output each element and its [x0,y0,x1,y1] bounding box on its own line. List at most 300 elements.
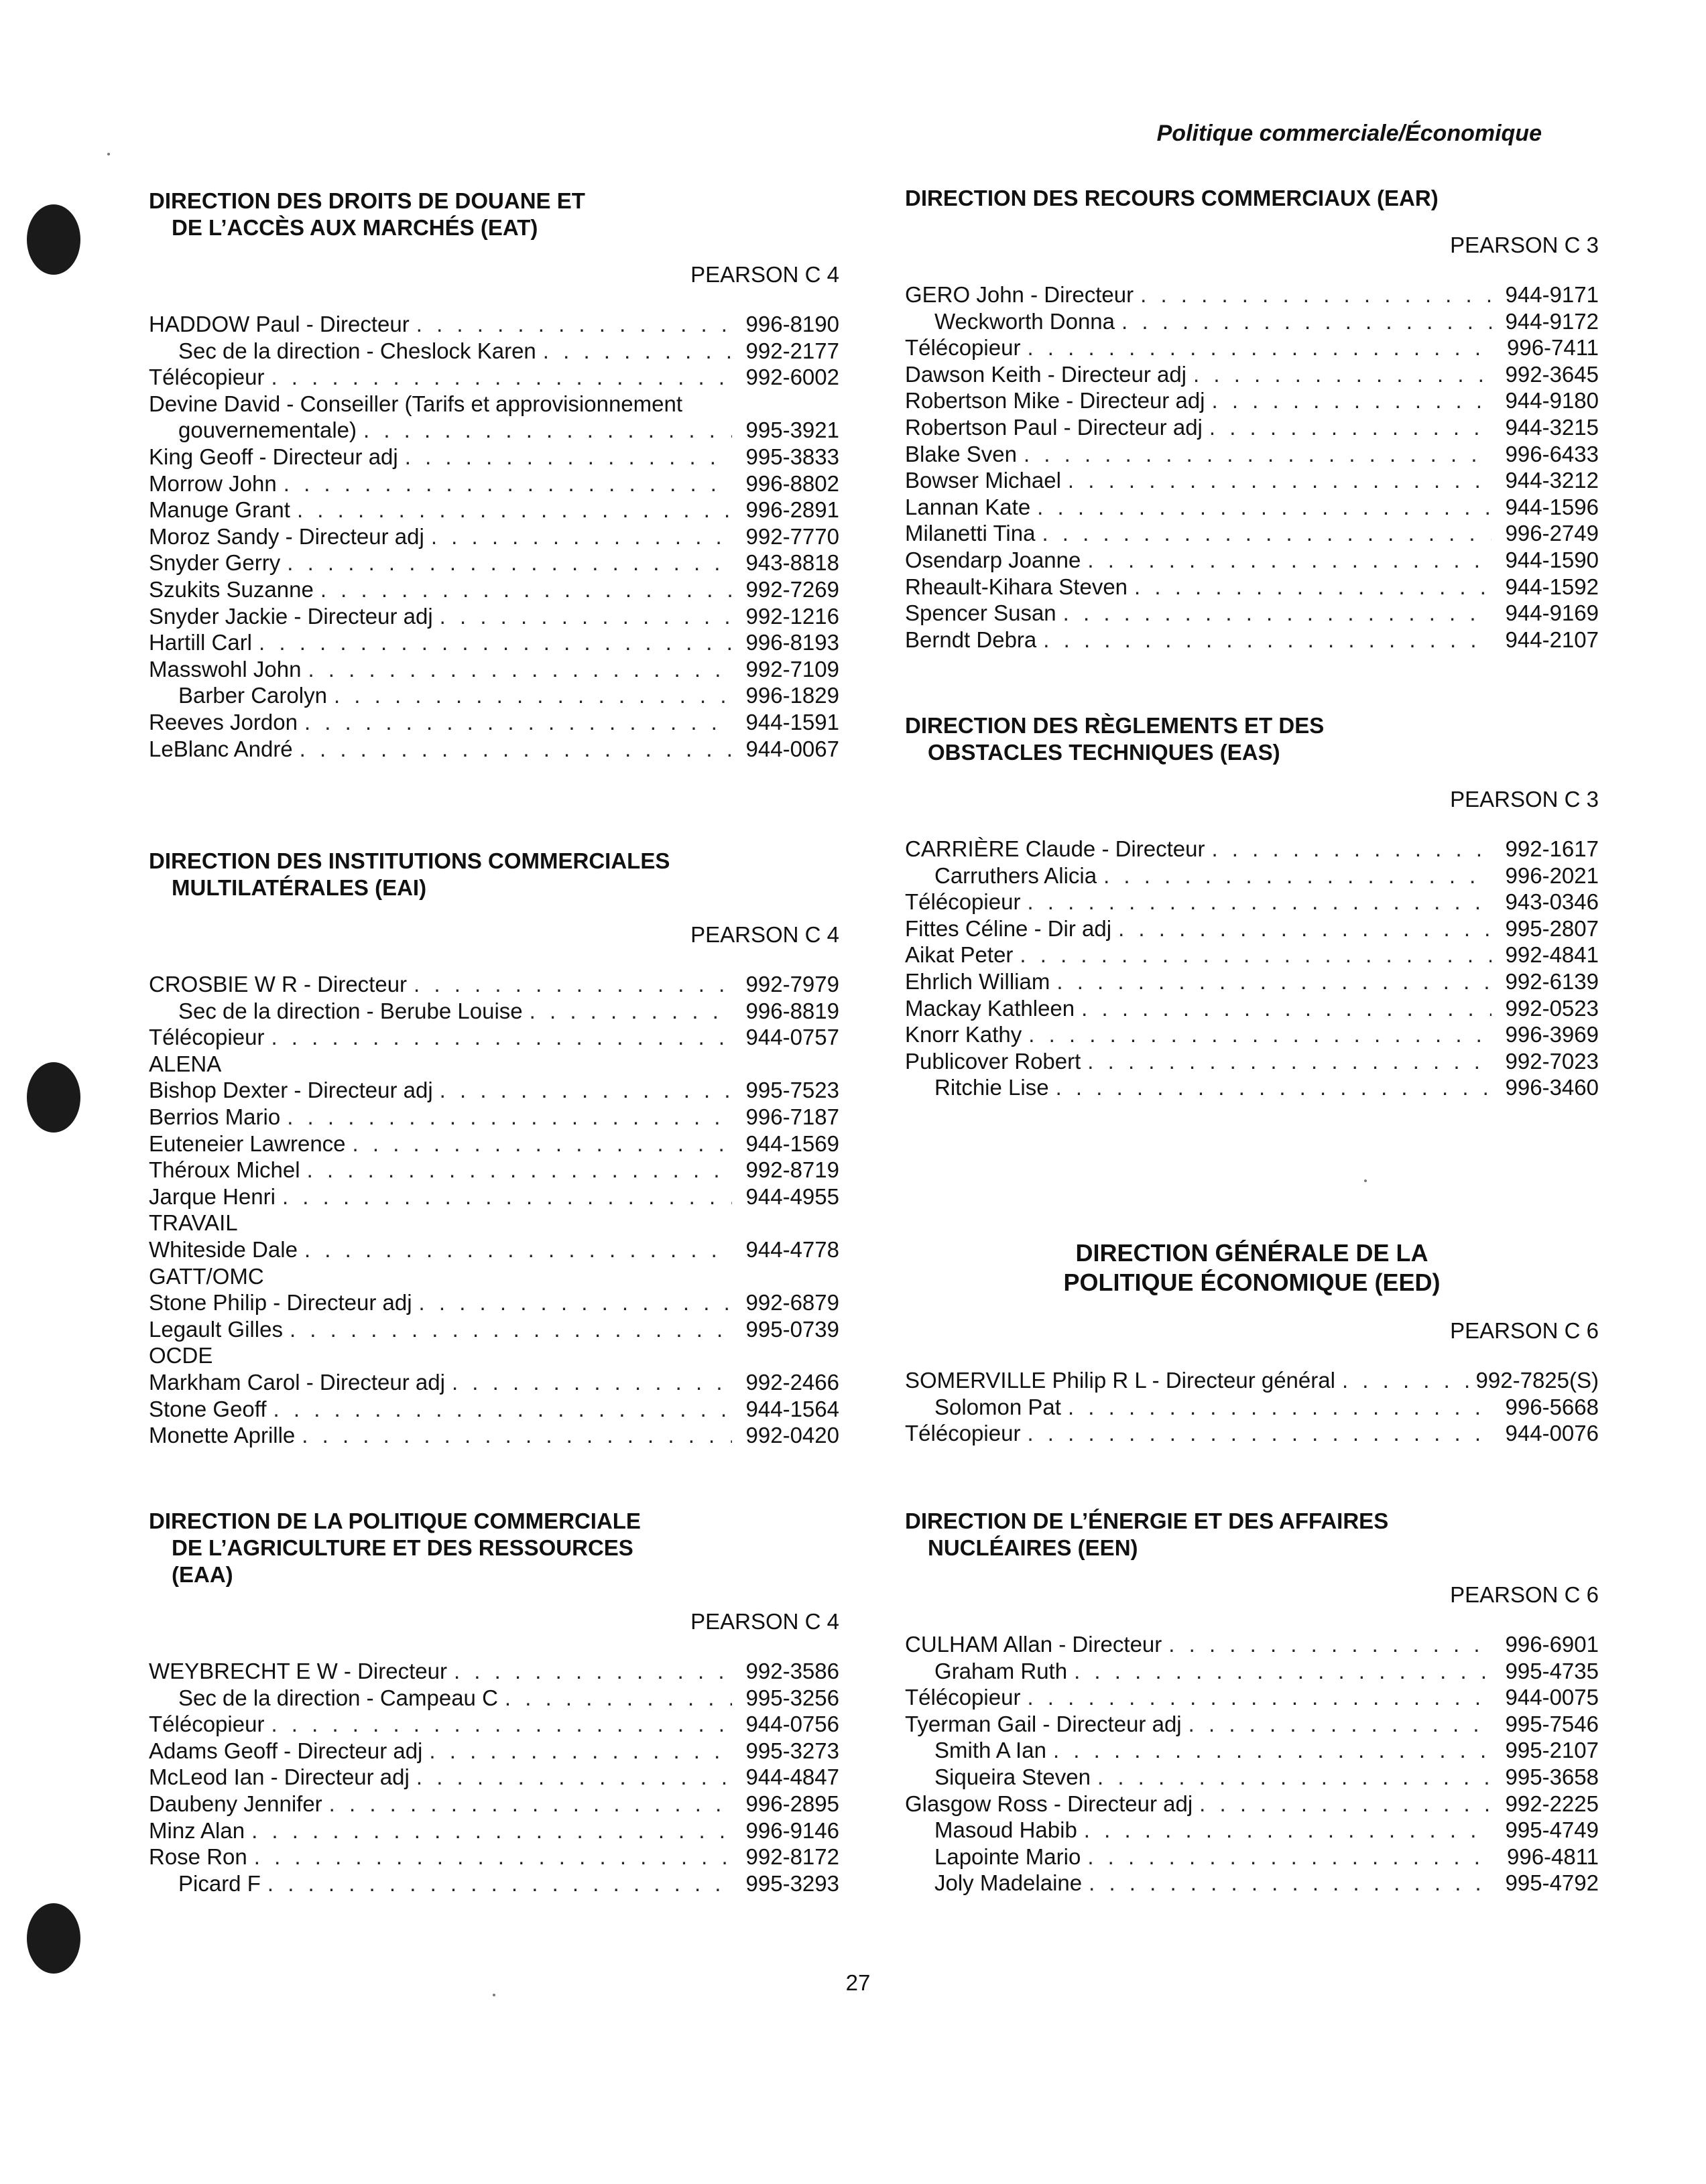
entry-name: Snyder Jackie - Directeur adj [149,603,433,629]
directory-entry [905,1658,1599,1685]
directory-entry [905,281,1599,308]
directory-entry [149,338,839,365]
entry-phone: 996-1829 [745,683,839,708]
entry-phone: 944-1590 [1505,547,1599,572]
entry-phone: 992-6879 [745,1290,839,1315]
entry-phone: 992-2466 [745,1369,839,1395]
entry-name: Sec de la direction - Berube Louise [178,998,523,1023]
entry-name: Glasgow Ross - Directeur adj [905,1791,1193,1816]
dot-leader [1063,600,1491,627]
entry-phone: 944-2107 [1505,627,1599,652]
dot-leader [440,603,732,630]
directory-entry [905,1764,1599,1791]
entry-name: Télécopieur [149,1025,265,1050]
entry-list [149,1658,839,1897]
dot-leader [1211,836,1491,862]
section-title-line: DIRECTION DES RÈGLEMENTS ET DES [905,713,1325,738]
dot-leader [300,736,732,763]
entry-name: Bowser Michael [905,468,1061,493]
entry-phone: 996-8802 [745,470,839,496]
dot-leader [1074,1658,1491,1685]
directory-entry [905,520,1599,547]
entry-name: Euteneier Lawrence [149,1131,346,1156]
directory-entry [905,627,1599,653]
entry-phone: 996-4811 [1506,1844,1599,1869]
dot-leader [1027,889,1491,915]
entry-phone: 944-1592 [1505,574,1599,599]
entry-list [905,1631,1599,1897]
entry-name: Snyder Gerry [149,550,281,576]
scan-speck [493,1994,495,1996]
dot-leader [334,682,732,709]
directory-entry [905,334,1599,361]
entry-name: King Geoff - Directeur adj [149,444,398,469]
directory-entry [149,1685,839,1712]
directory-entry [905,387,1599,414]
dot-leader [416,311,732,338]
directory-entry [149,1024,839,1051]
entry-name: LeBlanc André [149,736,293,761]
directory-entry [149,1104,839,1131]
section-title-line: DIRECTION DE LA POLITIQUE COMMERCIALE [149,1508,641,1533]
entry-name: Télécopieur [905,889,1021,915]
dot-leader [271,1711,732,1738]
entry-phone: 996-5668 [1505,1394,1599,1419]
dot-leader [454,1658,732,1685]
dot-leader [1087,1844,1491,1870]
dot-leader [543,338,732,365]
dot-leader [251,1817,732,1844]
entry-name: Télécopieur [149,1712,265,1737]
dot-leader [1081,995,1491,1022]
entry-name: Stone Geoff [149,1396,267,1421]
dot-leader [308,656,732,683]
section-een [905,1508,1599,1897]
directory-entry [905,574,1599,600]
entry-list [149,311,839,762]
dot-leader [1189,1711,1491,1738]
entry-phone: 996-2021 [1505,862,1599,888]
entry-name: Knorr Kathy [905,1022,1022,1047]
directory-entry [149,998,839,1025]
entry-name: Morrow John [149,470,277,496]
entry-name: Jarque Henri [149,1183,276,1209]
entry-phone: 992-0420 [745,1423,839,1448]
entry-name: Bishop Dexter - Directeur adj [149,1078,433,1103]
directory-entry [149,523,839,550]
directory-entry [149,709,839,736]
entry-phone: 992-2225 [1505,1791,1599,1816]
entry-phone: 996-2895 [745,1791,839,1816]
entry-name: Joly Madelaine [934,1870,1083,1896]
entry-phone: 992-6002 [745,365,839,390]
entry-phone: 944-3215 [1505,414,1599,440]
directory-entry [149,1342,839,1369]
dot-leader [1037,494,1491,521]
entry-phone: 995-3256 [745,1685,839,1710]
directory-entry [149,629,839,656]
entry-name: Ehrlich William [905,968,1050,994]
section-title-line: DIRECTION DES DROITS DE DOUANE ET [149,188,585,213]
section-title [905,1238,1599,1297]
dot-leader [271,364,732,391]
directory-entry [905,1394,1599,1421]
entry-phone: 943-8818 [745,550,839,576]
dot-leader [271,1024,732,1051]
entry-phone: 992-4841 [1505,942,1599,968]
section-title [149,188,839,241]
section-title [905,1508,1599,1561]
entry-name: Weckworth Donna [934,308,1115,334]
entry-name: Monette Aprille [149,1423,296,1448]
entry-phone: 992-3645 [1505,361,1599,387]
entry-phone: 944-9169 [1505,600,1599,626]
dot-leader [440,1077,732,1104]
entry-phone: 944-0757 [745,1025,839,1050]
entry-name: Picard F [178,1870,261,1896]
directory-entry [149,1658,839,1685]
section-title [905,185,1599,212]
directory-entry [149,470,839,497]
directory-entry [905,1420,1599,1447]
directory-entry [905,1074,1599,1101]
entry-phone: 995-3293 [745,1870,839,1896]
directory-entry [905,308,1599,335]
entry-phone: 996-7411 [1506,335,1599,361]
directory-entry [149,311,839,338]
entry-name: HADDOW Paul - Directeur [149,312,410,336]
entry-phone: 944-1596 [1505,494,1599,519]
directory-entry [149,1263,839,1290]
directory-entry [149,1077,839,1104]
page-number: 27 [845,1970,871,1995]
section-title-line: NUCLÉAIRES (EEN) [928,1535,1138,1560]
directory-entry [149,1316,839,1343]
section-title-line: POLITIQUE ÉCONOMIQUE (EED) [1063,1269,1441,1296]
entry-phone: 992-3586 [745,1659,839,1683]
directory-entry [905,547,1599,574]
entry-phone: 995-0739 [745,1316,839,1342]
directory-entry [905,1791,1599,1817]
entry-name: Whiteside Dale [149,1236,298,1262]
dot-leader [259,629,732,656]
directory-entry [149,682,839,709]
dot-leader [287,550,732,576]
entry-name: Siqueira Steven [934,1764,1091,1789]
directory-entry [905,600,1599,627]
directory-entry [905,1870,1599,1897]
entry-name: Télécopieur [905,335,1021,361]
dot-leader [1193,361,1491,388]
directory-entry [905,995,1599,1022]
entry-phone: 992-8719 [745,1157,839,1183]
entry-phone: 995-7523 [745,1078,839,1103]
dot-leader [416,1764,732,1791]
entry-phone: 992-6139 [1505,968,1599,994]
entry-phone: 992-7023 [1505,1048,1599,1074]
entry-phone: 992-7109 [745,656,839,682]
entry-phone: 944-4955 [745,1183,839,1209]
directory-entry [149,1422,839,1449]
entry-phone: 943-0346 [1505,889,1599,915]
dot-leader [505,1685,732,1712]
binder-hole-top [27,204,80,275]
entry-phone: 996-8819 [745,998,839,1023]
directory-entry [149,1396,839,1423]
dot-leader [1168,1631,1491,1658]
entry-name: Sec de la direction - Campeau C [178,1685,498,1710]
dot-leader [254,1844,732,1870]
entry-phone: 944-3212 [1505,468,1599,493]
entry-name: Aikat Peter [905,942,1014,968]
directory-entry [905,1631,1599,1658]
entry-phone: 944-9180 [1505,388,1599,413]
entry-name: Fittes Céline - Dir adj [905,915,1112,941]
dot-leader [287,1104,732,1131]
entry-name: OCDE [149,1343,213,1368]
entry-phone: 944-4847 [745,1764,839,1790]
directory-entry [905,361,1599,388]
directory-entry [905,968,1599,995]
entry-name: Berrios Mario [149,1104,281,1129]
directory-entry [905,862,1599,889]
entry-phone: 992-7979 [745,972,839,997]
dot-leader [353,1131,732,1157]
entry-phone: 995-3833 [745,444,839,469]
directory-entry [905,467,1599,494]
entry-name: Stone Philip - Directeur adj [149,1290,412,1315]
dot-leader [284,470,732,497]
entry-phone: 992-2177 [745,338,839,363]
dot-leader [1140,281,1491,308]
directory-entry [149,1870,839,1897]
entry-phone: 996-3460 [1505,1075,1599,1100]
directory-entry [905,1711,1599,1738]
entry-name: Solomon Pat [934,1394,1061,1419]
dot-leader [1024,441,1491,468]
entry-phone: 996-6433 [1505,441,1599,466]
entry-name: Reeves Jordon [149,709,298,734]
directory-entry [149,364,839,391]
directory-entry [149,1764,839,1791]
entry-phone: 944-0067 [745,736,839,761]
entry-list [149,971,839,1449]
entry-phone: 996-8190 [745,312,839,336]
section-eaa [149,1508,839,1897]
section-eat [149,188,839,762]
dot-leader [452,1369,732,1396]
entry-name: TRAVAIL [149,1210,238,1236]
entry-name: Télécopieur [149,365,265,390]
dot-leader [1084,1817,1491,1844]
section-title-line: OBSTACLES TECHNIQUES (EAS) [928,740,1280,765]
dot-leader [304,709,732,736]
directory-entry [905,836,1599,862]
dot-leader [320,576,732,603]
entry-name: Masswohl John [149,656,302,682]
entry-phone: 996-7187 [745,1104,839,1129]
directory-entry [149,603,839,630]
scan-speck [1364,1179,1367,1182]
section-title-line: DE L’AGRICULTURE ET DES RESSOURCES [172,1535,633,1560]
dot-leader [1212,387,1492,414]
directory-entry [905,494,1599,521]
entry-name: Robertson Paul - Directeur adj [905,414,1203,440]
entry-phone: 995-7546 [1505,1711,1599,1736]
entry-name: gouvernementale) [178,417,357,443]
dot-leader [1020,942,1491,968]
entry-name: CULHAM Allan - Directeur [905,1632,1162,1657]
directory-entry [149,1157,839,1183]
directory-entry [149,1289,839,1316]
entry-phone: 944-9171 [1505,282,1599,307]
entry-phone: 992-7825(S) [1475,1368,1599,1393]
section-eai [149,848,839,1449]
entry-phone: 944-1591 [745,709,839,734]
dot-leader [290,1316,732,1343]
entry-name: Publicover Robert [905,1048,1081,1074]
dot-leader [1028,1021,1491,1048]
entry-name: Graham Ruth [934,1658,1068,1683]
dot-leader [429,1738,732,1764]
entry-name: Télécopieur [905,1421,1021,1446]
dot-leader [405,444,732,470]
directory-entry [149,1844,839,1870]
entry-name: Tyerman Gail - Directeur adj [905,1711,1182,1736]
directory-entry [149,1817,839,1844]
dot-leader [419,1289,732,1316]
entry-phone: 992-8172 [745,1844,839,1870]
entry-name: Masoud Habib [934,1817,1077,1843]
entry-name: GERO John - Directeur [905,282,1134,307]
directory-entry [149,1183,839,1210]
entry-name: Legault Gilles [149,1316,283,1342]
entry-name: ALENA [149,1051,222,1076]
entry-name: Szukits Suzanne [149,576,314,602]
directory-entry [149,497,839,523]
entry-name: Manuge Grant [149,497,290,523]
entry-phone: 995-4792 [1505,1870,1599,1896]
entry-name: McLeod Ian - Directeur adj [149,1764,410,1790]
entry-name: Ritchie Lise [934,1075,1049,1100]
entry-list [905,836,1599,1101]
entry-name: Devine David - Conseiller (Tarifs et approvisionnement [149,391,683,416]
entry-list [905,1367,1599,1447]
section-location: PEARSON C 6 [1450,1582,1599,1607]
dot-leader [304,1236,732,1263]
dot-leader [530,998,732,1025]
entry-name: Hartill Carl [149,630,253,655]
entry-phone: 996-6901 [1505,1632,1599,1657]
entry-name: Minz Alan [149,1817,245,1843]
section-eed [905,1238,1599,1447]
directory-entry [905,1367,1599,1394]
entry-phone: 944-0076 [1505,1421,1599,1446]
section-title-line: DIRECTION DE L’ÉNERGIE ET DES AFFAIRES [905,1508,1389,1533]
section-title-line: DIRECTION DES RECOURS COMMERCIAUX (EAR) [905,186,1439,210]
dot-leader [1118,915,1491,942]
entry-phone: 992-1617 [1505,836,1599,861]
dot-leader [297,497,732,523]
entry-name: Carruthers Alicia [934,862,1097,888]
section-title-line: DIRECTION DES INSTITUTIONS COMMERCIALES [149,848,670,873]
entry-name: Télécopieur [905,1685,1021,1710]
section-location: PEARSON C 4 [690,922,839,947]
dot-leader [1134,574,1491,600]
directory-entry [149,1236,839,1263]
directory-entry [905,1684,1599,1711]
entry-phone: 996-9146 [745,1817,839,1843]
entry-name: Osendarp Joanne [905,547,1081,572]
entry-phone: 992-7269 [745,576,839,602]
dot-leader [1199,1791,1491,1817]
directory-entry [149,971,839,998]
entry-name: Berndt Debra [905,627,1037,652]
dot-leader [1342,1367,1469,1394]
dot-leader [431,523,732,550]
entry-phone: 944-9172 [1505,308,1599,334]
directory-entry [149,1210,839,1236]
entry-name: Smith A Ian [934,1738,1046,1763]
section-location: PEARSON C 3 [1450,233,1599,257]
directory-entry [149,1791,839,1817]
dot-leader [1027,1420,1491,1447]
entry-phone: 992-1216 [745,603,839,629]
section-title-line: (EAA) [172,1562,233,1587]
dot-leader [1056,968,1491,995]
directory-entry [149,1051,839,1078]
entry-phone: 995-3658 [1505,1764,1599,1789]
entry-phone: 995-2807 [1505,915,1599,941]
entry-phone: 944-1569 [745,1131,839,1156]
dot-leader [1056,1074,1491,1101]
section-title-line: DE L’ACCÈS AUX MARCHÉS (EAT) [172,215,538,240]
entry-list [905,281,1599,653]
dot-leader [1097,1764,1491,1791]
dot-leader [1103,862,1491,889]
entry-name: CARRIÈRE Claude - Directeur [905,836,1205,861]
directory-entry [149,444,839,470]
directory-entry [905,1737,1599,1764]
entry-phone: 992-0523 [1505,995,1599,1021]
directory-entry [149,1711,839,1738]
dot-leader [363,417,732,444]
section-title-line: DIRECTION GÉNÉRALE DE LA [1075,1239,1428,1267]
directory-entry [905,915,1599,942]
directory-entry [905,1817,1599,1844]
section-location: PEARSON C 3 [1450,787,1599,812]
section-location: PEARSON C 4 [690,262,839,287]
entry-name: Moroz Sandy - Directeur adj [149,523,424,549]
running-header: Politique commerciale/Économique [1156,121,1542,146]
entry-name: Markham Carol - Directeur adj [149,1369,445,1395]
directory-entry [149,550,839,576]
entry-phone: 992-7770 [745,523,839,549]
dot-leader [1089,1870,1491,1897]
dot-leader [1209,414,1491,441]
section-location: PEARSON C 6 [1450,1318,1599,1343]
dot-leader [307,1157,732,1183]
section-location: PEARSON C 4 [690,1609,839,1634]
dot-leader [1027,1684,1491,1711]
directory-entry [905,441,1599,468]
dot-leader [267,1870,732,1897]
entry-phone: 996-2749 [1505,521,1599,546]
entry-name: Milanetti Tina [905,521,1036,546]
directory-entry [149,1369,839,1396]
directory-entry [149,656,839,683]
dot-leader [1068,1394,1491,1421]
